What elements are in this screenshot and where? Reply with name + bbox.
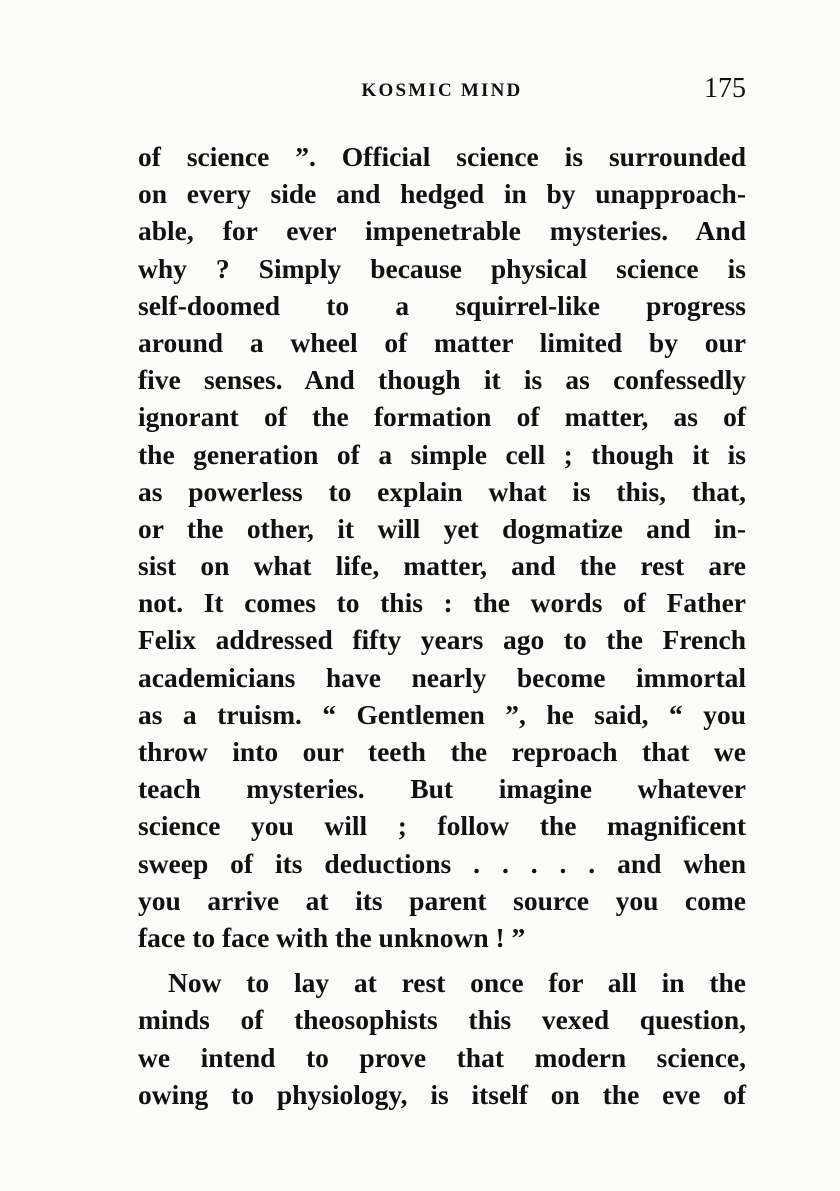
text-line: the generation of a simple cell ; though it is — [138, 438, 746, 470]
text-line: self-doomed to a squirrel-like progress — [138, 289, 746, 321]
text-line: ignorant of the formation of matter, as of — [138, 401, 746, 433]
text-line: Felix addressed fifty years ago to the French — [138, 624, 746, 656]
text-line: as powerless to explain what is this, that, — [138, 475, 746, 507]
running-head — [138, 70, 746, 114]
text-line: five senses. And though it is as confessedly — [138, 364, 746, 396]
body-text — [138, 138, 746, 1113]
text-line: teach mysteries. But imagine whatever — [138, 773, 746, 805]
text-line: minds of theosophists this vexed question, — [138, 1004, 746, 1036]
text-line: sweep of its deductions . . . . . and when — [138, 847, 746, 879]
text-line: sist on what life, matter, and the rest are — [138, 550, 746, 582]
text-line: owing to physiology, is itself on the eve of — [138, 1078, 746, 1110]
text-line: or the other, it will yet dogmatize and in- — [138, 512, 746, 544]
text-line: Now to lay at rest once for all in the — [168, 967, 746, 999]
paragraph-gap — [138, 956, 746, 964]
text-line: academicians have nearly become immortal — [138, 661, 746, 693]
text-line: why ? Simply because physical science is — [138, 252, 746, 284]
text-line: throw into our teeth the reproach that we — [138, 736, 746, 767]
text-line: science you will ; follow the magnificent — [138, 810, 746, 842]
text-line: not. It comes to this : the words of Father — [138, 587, 746, 619]
text-line: around a wheel of matter limited by our — [138, 326, 746, 358]
page-number: 175 — [704, 73, 746, 104]
text-line: you arrive at its parent source you come — [138, 884, 746, 916]
text-line: of science ”. Official science is surrounded — [138, 141, 746, 172]
text-line: on every side and hedged in by unapproach- — [138, 178, 746, 210]
paragraph — [138, 138, 746, 956]
running-title: KOSMIC MIND — [361, 80, 523, 101]
text-line: face to face with the unknown ! ” — [138, 921, 526, 953]
text-line: we intend to prove that modern science, — [138, 1041, 746, 1073]
text-line: able, for ever impenetrable mysteries. And — [138, 215, 746, 247]
text-line: as a truism. “ Gentlemen ”, he said, “ you — [138, 698, 746, 730]
paragraph — [138, 964, 746, 1113]
